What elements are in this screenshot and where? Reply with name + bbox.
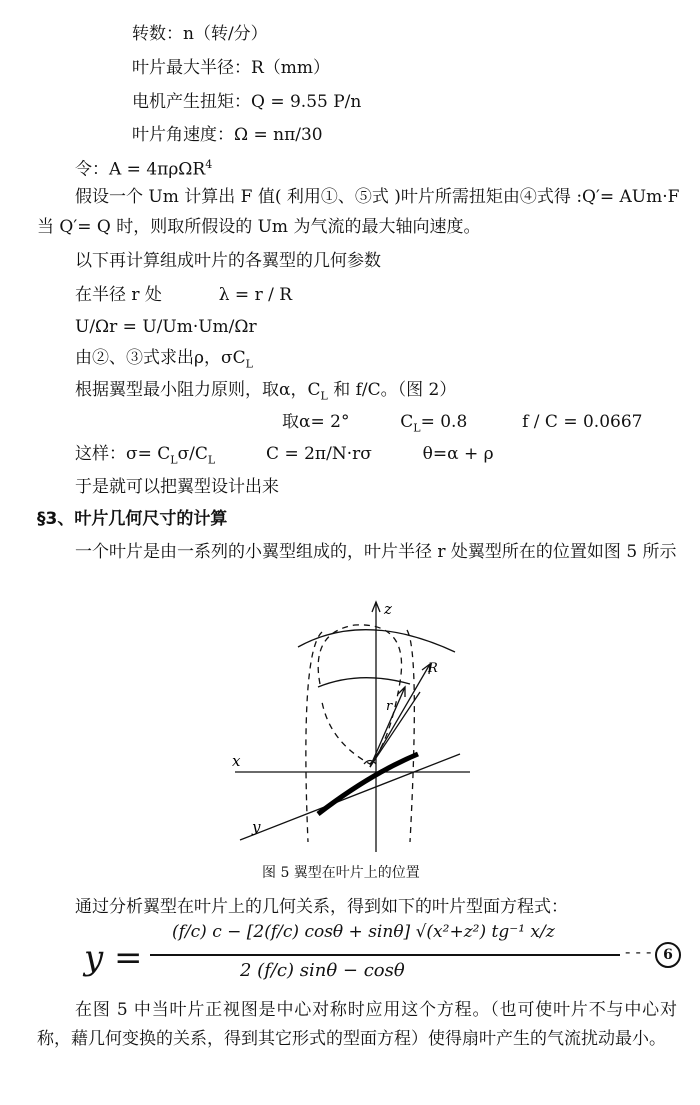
assume-line: 假设一个 Um 计算出 F 值( 利用①、⑤式 )叶片所需扭矩由④式得 :Q′= AUm·F bbox=[75, 187, 680, 207]
y-axis bbox=[240, 754, 460, 840]
let-sup: 4 bbox=[205, 158, 213, 171]
calc-line: 以下再计算组成叶片的各翼型的几何参数 bbox=[75, 251, 381, 271]
equation-dots: - - - bbox=[625, 942, 652, 961]
def-angular-velocity: 叶片角速度：Ω = nπ/30 bbox=[132, 125, 323, 145]
value-cl: = 0.8 bbox=[420, 412, 468, 432]
def-max-radius: 叶片最大半径：R（mm） bbox=[132, 58, 331, 78]
equation-lhs: y = bbox=[84, 938, 143, 978]
def-speed: 转数：n（转/分） bbox=[132, 24, 268, 44]
figure-5 bbox=[0, 592, 700, 862]
let-line bbox=[75, 154, 212, 181]
thus-a: 这样：σ= C bbox=[75, 444, 171, 464]
radius-right: λ = r / R bbox=[218, 285, 293, 305]
equation-tag: 6 bbox=[655, 942, 681, 968]
radius-left: 在半径 r 处 bbox=[75, 285, 162, 305]
principle-b: 和 f/C。（图 2） bbox=[327, 380, 457, 400]
equation-numerator: (f/c) c − [2(f/c) cosθ + sinθ] √(x²+z²) tg⁻¹ x/z bbox=[172, 922, 555, 942]
axis-y-label: y bbox=[252, 818, 261, 836]
radius-line bbox=[75, 284, 292, 306]
section-title: §3、叶片几何尺寸的计算 bbox=[37, 509, 228, 529]
value-fc: f / C = 0.0667 bbox=[522, 412, 643, 432]
principle-line bbox=[75, 379, 456, 407]
principle-sub: L bbox=[320, 389, 328, 403]
inner-arc bbox=[318, 678, 410, 687]
radius-R-line bbox=[370, 664, 430, 767]
from-sub: L bbox=[245, 357, 253, 371]
closing-paragraph: 在图 5 中当叶片正视图是中心对称时应用这个方程。（也可使叶片不与中心对称，藉几何变换的关系，得到其它形式的型面方程）使得扇叶产生的气流扰动最小。 bbox=[37, 1000, 677, 1049]
thus-c: C = 2π/N·rσ bbox=[266, 444, 372, 464]
dashed-outer-right bbox=[407, 630, 414, 842]
value-cl-label: C bbox=[400, 412, 414, 432]
axis-z-label: z bbox=[384, 600, 392, 618]
value-cl-sub: L bbox=[413, 421, 421, 435]
ratio-line: U/Ωr = U/Um·Um/Ωr bbox=[75, 317, 257, 337]
let-text: 令：A = 4πρΩR bbox=[75, 159, 206, 180]
thus-line bbox=[75, 443, 494, 471]
principle-a: 根据翼型最小阻力原则，取α，C bbox=[75, 380, 321, 400]
equation-6 bbox=[80, 920, 680, 992]
thus-sub1: L bbox=[170, 453, 178, 467]
from-line bbox=[75, 347, 253, 375]
from-text: 由②、③式求出ρ，σC bbox=[75, 348, 246, 368]
design-line: 于是就可以把翼型设计出来 bbox=[75, 477, 279, 497]
label-r: r bbox=[386, 699, 393, 714]
thus-d: θ=α + ρ bbox=[422, 444, 494, 464]
equation-intro: 通过分析翼型在叶片上的几何关系，得到如下的叶片型面方程式： bbox=[75, 897, 568, 917]
axis-x-label: x bbox=[232, 752, 241, 770]
thus-sub2: L bbox=[207, 453, 216, 467]
thus-b: σ/C bbox=[177, 444, 208, 464]
fraction-bar bbox=[150, 954, 620, 956]
def-torque: 电机产生扭矩：Q = 9.55 P/n bbox=[132, 92, 362, 112]
when-line: 当 Q′= Q 时，则取所假设的 Um 为气流的最大轴向速度。 bbox=[37, 217, 481, 237]
figure-caption: 图 5 翼型在叶片上的位置 bbox=[262, 865, 420, 881]
label-R: R bbox=[428, 661, 438, 676]
equation-denominator: 2 (f/c) sinθ − cosθ bbox=[240, 960, 405, 981]
intro-paragraph: 一个叶片是由一系列的小翼型组成的，叶片半径 r 处翼型所在的位置如图 5 所示 bbox=[75, 542, 677, 562]
dashed-profile bbox=[318, 625, 401, 764]
value-alpha: 取α= 2° bbox=[282, 412, 350, 432]
values-line bbox=[282, 411, 642, 439]
